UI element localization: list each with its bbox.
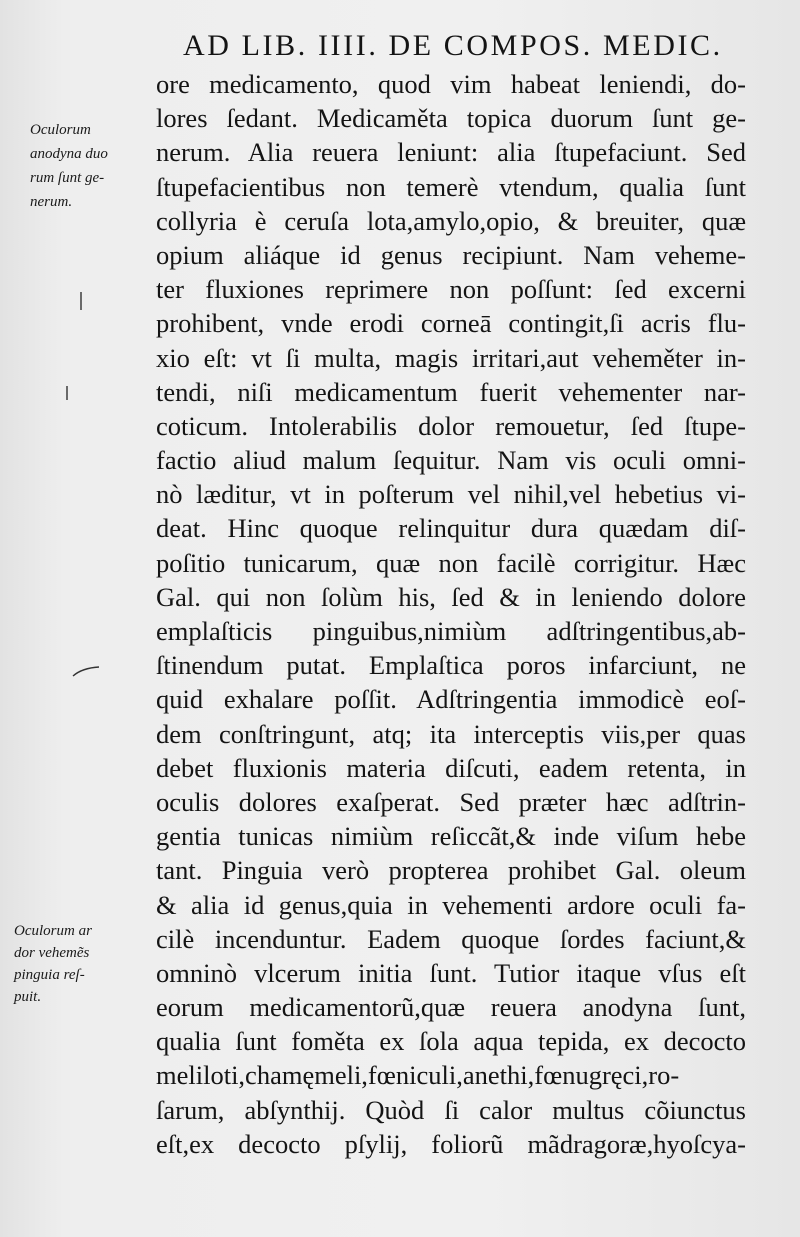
margin-note-line: Oculorum ar bbox=[14, 923, 92, 939]
text-line: oculis dolores exaſperat. Sed præter hæc adſtrin- bbox=[156, 786, 746, 817]
text-line: prohibent, vnde erodi corneā contingit,ſi acris flu- bbox=[156, 308, 746, 339]
text-line: lores ſedant. Medicaměta topica duorum ſunt ge- bbox=[156, 103, 746, 134]
margin-note-line: pinguia reſ- bbox=[14, 967, 85, 983]
text-line: ter fluxiones reprimere non poſſunt: ſed excerni bbox=[156, 274, 746, 305]
ink-mark bbox=[80, 292, 82, 310]
text-line: nò læditur, vt in poſterum vel nihil,vel hebetius vi- bbox=[156, 479, 746, 510]
body-text bbox=[156, 67, 746, 1161]
text-line: dem conſtringunt, atq; ita interceptis viis,per quas bbox=[156, 718, 746, 749]
margin-note-line: Oculorum bbox=[30, 122, 91, 138]
text-line: ſarum, abſynthij. Quòd ſi calor multus cõiunctus bbox=[156, 1094, 746, 1125]
text-line: omninò vlcerum initia ſunt. Tutior itaque vſus eſt bbox=[156, 957, 746, 988]
text-line: xio eſt: vt ſi multa, magis irritari,aut veheměter in- bbox=[156, 342, 746, 373]
text-line: ſtupefacientibus non temerè vtendum, qualia ſunt bbox=[156, 171, 746, 202]
text-line: eorum medicamentorũ,quæ reuera anodyna ſunt, bbox=[156, 992, 746, 1023]
text-line: debet fluxionis materia diſcuti, eadem retenta, in bbox=[156, 752, 746, 783]
text-line: opium aliáque id genus recipiunt. Nam veheme- bbox=[156, 239, 746, 270]
margin-note-line: anodyna duo bbox=[30, 146, 108, 162]
margin-note-line: rum ſunt ge- bbox=[30, 170, 105, 186]
text-line: quid exhalare poſſit. Adſtringentia immodicè eoſ- bbox=[156, 684, 746, 715]
text-line: deat. Hinc quoque relinquitur dura quædam diſ- bbox=[156, 513, 746, 544]
text-line: emplaſticis pinguibus,nimiùm adſtringentibus,ab- bbox=[156, 616, 746, 646]
margin-note-ardor bbox=[14, 920, 92, 1008]
text-line: nerum. Alia reuera leniunt: alia ſtupefaciunt. Sed bbox=[156, 137, 746, 168]
text-line: cilè incenduntur. Eadem quoque ſordes faciunt,& bbox=[156, 923, 746, 954]
text-line: collyria è ceruſa lota,amylo,opio, & breuiter, quæ bbox=[156, 205, 746, 236]
text-line: meliloti,chamęmeli,fœniculi,anethi,fœnugręci,ro- bbox=[156, 1060, 680, 1091]
pen-scratch-mark bbox=[72, 666, 100, 678]
text-line: poſitio tunicarum, quæ non facilè corrigitur. Hæc bbox=[156, 547, 746, 578]
ink-mark bbox=[66, 386, 68, 400]
margin-note-line: puit. bbox=[14, 989, 42, 1005]
text-line: ore medicamento, quod vim habeat leniendi, do- bbox=[156, 69, 746, 99]
text-line: & alia id genus,quia in vehementi ardore oculi fa- bbox=[156, 889, 746, 920]
margin-note-anodyna bbox=[30, 118, 108, 214]
text-line: Gal. qui non ſolùm his, ſed & in leniendo dolore bbox=[156, 581, 746, 612]
text-line: factio aliud malum ſequitur. Nam vis oculi omni- bbox=[156, 445, 746, 476]
running-head: AD LIB. IIII. DE COMPOS. MEDIC. bbox=[183, 29, 723, 62]
text-line: ſtinendum putat. Emplaſtica poros infarciunt, ne bbox=[156, 650, 746, 681]
text-line: qualia ſunt foměta ex ſola aqua tepida, ex decocto bbox=[156, 1026, 746, 1057]
text-line: coticum. Intolerabilis dolor remouetur, ſed ſtupe- bbox=[156, 410, 746, 441]
margin-note-line: nerum. bbox=[30, 194, 73, 210]
text-line: tendi, niſi medicamentum fuerit vehementer nar- bbox=[156, 376, 746, 407]
margin-note-line: dor vehemẽs bbox=[14, 945, 90, 961]
text-line: tant. Pinguia verò propterea prohibet Gal. oleum bbox=[156, 855, 746, 886]
text-line: gentia tunicas nimiùm reſiccãt,& inde viſum hebe bbox=[156, 821, 746, 852]
text-line: eſt,ex decocto pſylij, foliorũ mãdragoræ,hyoſcya- bbox=[156, 1128, 746, 1159]
